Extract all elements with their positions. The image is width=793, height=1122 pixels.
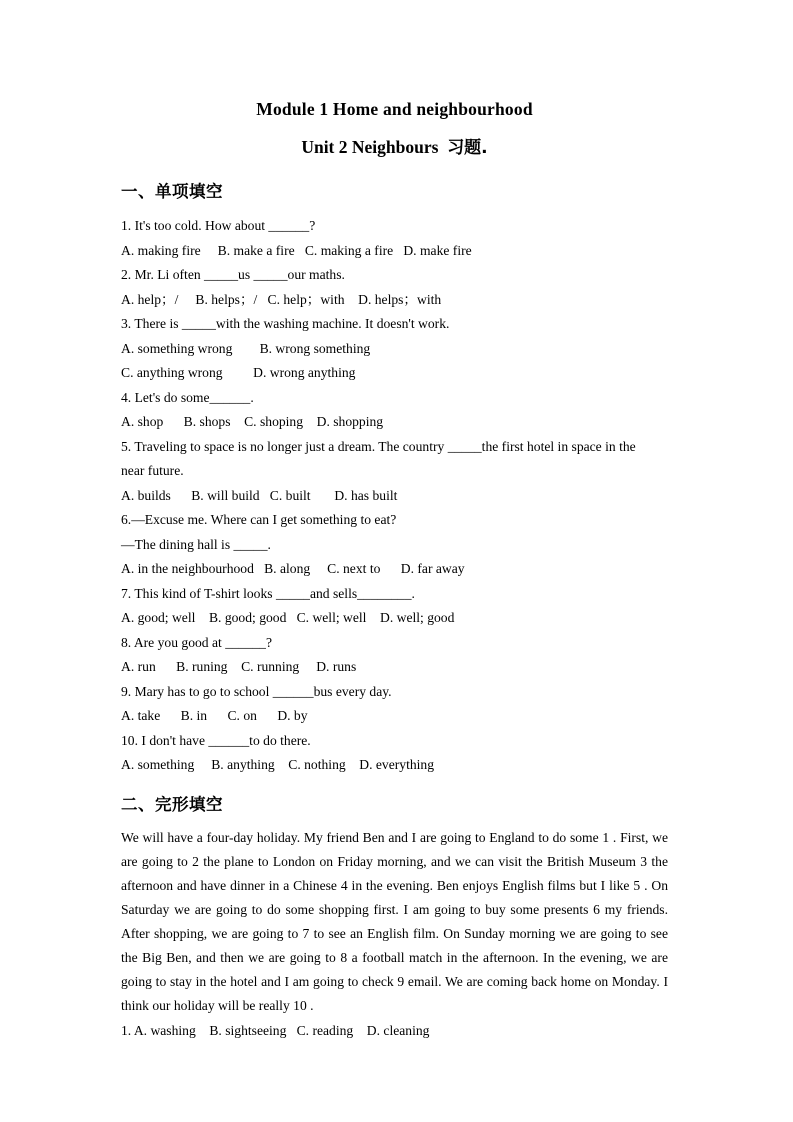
question-4-options: A. shop B. shops C. shoping D. shopping bbox=[121, 414, 384, 429]
question-1-stem: 1. It's too cold. How about ______? bbox=[121, 218, 316, 233]
question-10 bbox=[121, 729, 668, 778]
question-4 bbox=[121, 386, 668, 435]
page-subtitle bbox=[121, 134, 668, 161]
page-title: Module 1 Home and neighbourhood bbox=[256, 99, 533, 119]
question-5-stem-line-1: 5. Traveling to space is no longer just a dream. The country _____the first hotel in space in the bbox=[121, 438, 636, 454]
multiple-choice-question-list bbox=[121, 214, 668, 778]
question-8-stem: 8. Are you good at ______? bbox=[121, 634, 273, 650]
page-subtitle-en: Unit 2 Neighbours bbox=[301, 137, 439, 157]
section-heading-multiple-choice: 一、单项填空 bbox=[121, 182, 223, 201]
question-4-stem: 4. Let's do some______. bbox=[121, 389, 254, 405]
cloze-passage-text: We will have a four-day holiday. My friend Ben and I are going to England to do some 1 . First, we are going to 2 the plane to London on Friday morning, and we can visit the British Museum 3 the afternoon and have dinner in a Chinese 4 in the evening. Ben enjoys English films but I like 5 . On Saturday we are going to do some shopping first. I am going to buy some presents 6 my friends. After shopping, we are going to 7 to see an English film. On Sunday morning we are going to see the Big Ben, and then we are going to 8 a football match in the afternoon. In the evening, we are going to stay in the hotel and I am going to check 9 email. We are coming back home on Monday. I think our holiday will be really 10 . bbox=[121, 829, 668, 1013]
page-content bbox=[121, 0, 668, 1043]
question-1 bbox=[121, 214, 668, 263]
question-3-options-line-1: A. something wrong B. wrong something bbox=[121, 340, 371, 356]
question-3 bbox=[121, 312, 668, 386]
page-subtitle-cjk: 习题. bbox=[447, 138, 488, 158]
question-2 bbox=[121, 263, 668, 312]
title-block bbox=[121, 0, 668, 161]
question-6-stem-line-2: —The dining hall is _____. bbox=[121, 536, 271, 552]
question-7 bbox=[121, 582, 668, 631]
question-6-stem-line-1: 6.—Excuse me. Where can I get something to eat? bbox=[121, 512, 397, 527]
question-8 bbox=[121, 631, 668, 680]
question-2-stem: 2. Mr. Li often _____us _____our maths. bbox=[121, 267, 345, 282]
question-7-stem: 7. This kind of T-shirt looks _____and sells________. bbox=[121, 585, 415, 601]
question-9-stem: 9. Mary has to go to school ______bus every day. bbox=[121, 683, 392, 699]
question-9 bbox=[121, 680, 668, 729]
question-5 bbox=[121, 435, 668, 509]
question-5-options: A. builds B. will build C. built D. has built bbox=[121, 487, 398, 503]
question-6 bbox=[121, 508, 668, 582]
question-8-options: A. run B. runing C. running D. runs bbox=[121, 659, 357, 674]
question-3-options-line-2: C. anything wrong D. wrong anything bbox=[121, 365, 356, 380]
question-2-options: A. help；/ B. helps；/ C. help；with D. helps；with bbox=[121, 291, 442, 307]
question-6-options: A. in the neighbourhood B. along C. next to D. far away bbox=[121, 561, 465, 576]
question-10-stem: 10. I don't have ______to do there. bbox=[121, 732, 311, 748]
cloze-question-1-options: 1. A. washing B. sightseeing C. reading D. cleaning bbox=[121, 1022, 430, 1038]
question-10-options: A. something B. anything C. nothing D. everything bbox=[121, 757, 435, 772]
question-9-options: A. take B. in C. on D. by bbox=[121, 708, 308, 723]
question-5-stem-line-2: near future. bbox=[121, 463, 184, 478]
question-1-options: A. making fire B. make a fire C. making a fire D. make fire bbox=[121, 242, 472, 258]
question-7-options: A. good; well B. good; good C. well; well D. well; good bbox=[121, 610, 455, 625]
section-heading-cloze: 二、完形填空 bbox=[121, 794, 223, 814]
question-3-stem: 3. There is _____with the washing machine. It doesn't work. bbox=[121, 316, 450, 331]
